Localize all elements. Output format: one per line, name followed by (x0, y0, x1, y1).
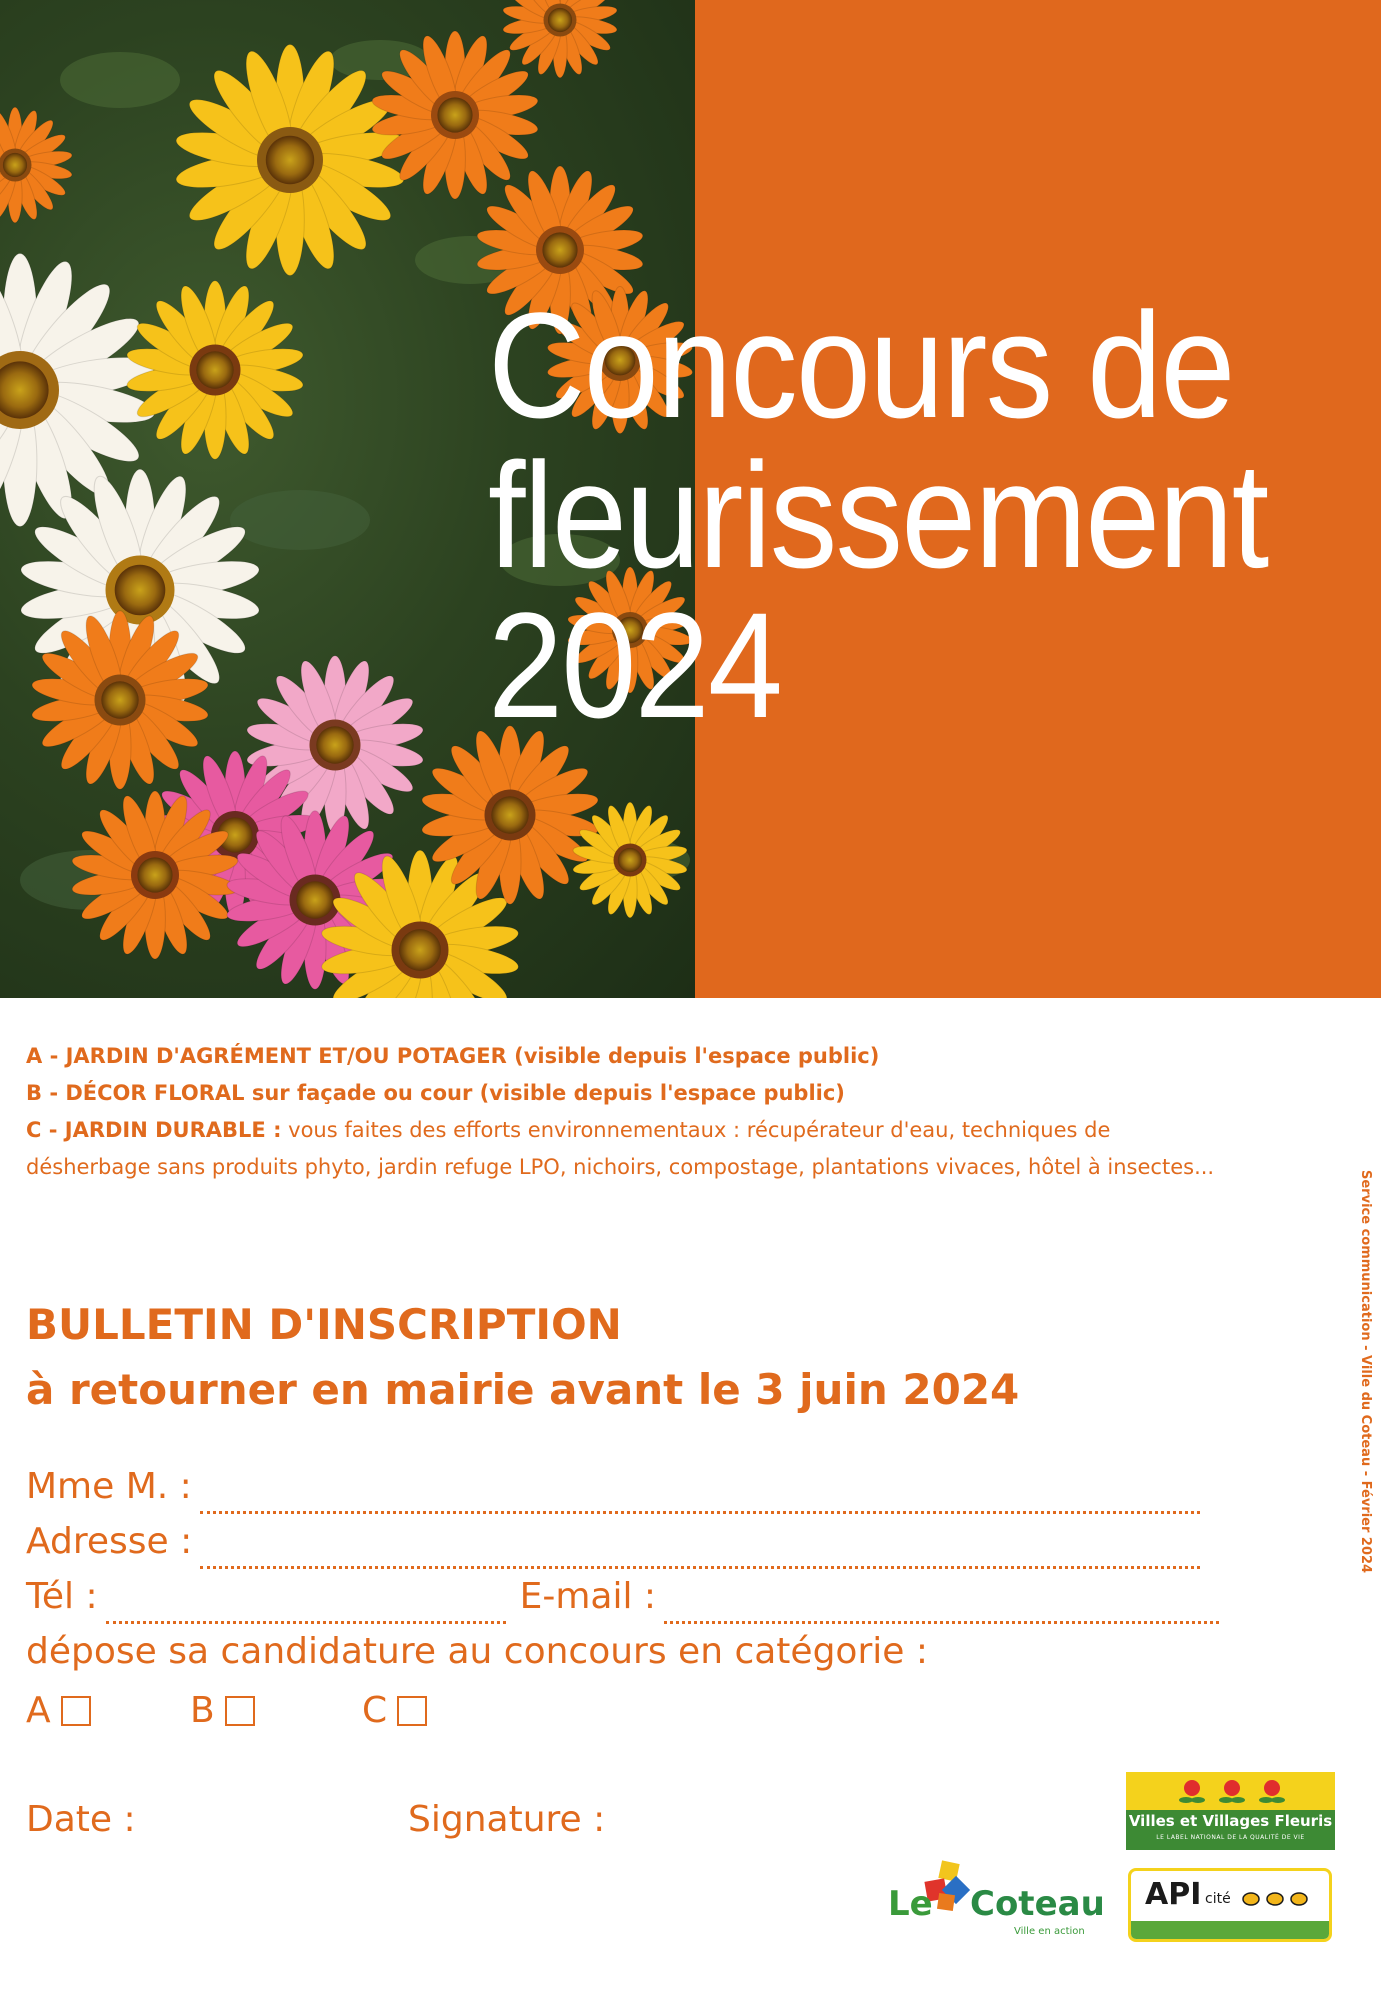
three-flowers-icon (1126, 1772, 1335, 1810)
option-a-checkbox[interactable] (61, 1696, 91, 1726)
le-coteau-logo (888, 1858, 1108, 1942)
address-field[interactable] (26, 1515, 1200, 1569)
api-cite-text: cité (1205, 1891, 1231, 1907)
coteau-tagline: Ville en action (1014, 1926, 1085, 1937)
category-c-name: JARDIN DURABLE : (64, 1118, 282, 1142)
address-label: Adresse : (26, 1521, 193, 1562)
candidature-text: dépose sa candidature au concours en catégorie : (26, 1631, 928, 1672)
phone-dotted-line[interactable] (106, 1591, 506, 1624)
api-text: API (1145, 1877, 1202, 1912)
vvf-band (1126, 1810, 1335, 1850)
villes-villages-fleuris-logo (1126, 1772, 1335, 1850)
category-c-detail: vous faites des efforts environnementaux : récupérateur d'eau, techniques de désherbage sans produits phyto, jardin refuge LPO, nichoirs, compostage, plantations vivaces, hôtel à insectes... (26, 1118, 1215, 1179)
category-a-name: JARDIN D'AGRÉMENT ET/OU POTAGER (65, 1044, 507, 1068)
bulletin-subtitle: à retourner en mairie avant le 3 juin 2024 (26, 1365, 1020, 1414)
poster-title (488, 281, 1268, 749)
api-green-skyline (1131, 1921, 1329, 1939)
bulletin-title: BULLETIN D'INSCRIPTION (26, 1300, 622, 1349)
date-label: Date : (26, 1799, 136, 1840)
category-c-letter: C - (26, 1118, 65, 1142)
category-b-detail: sur façade ou cour (visible depuis l'espace public) (244, 1081, 845, 1105)
category-b-name: DÉCOR FLORAL (65, 1081, 245, 1105)
category-a (26, 1038, 1216, 1075)
flower-16 (502, 0, 618, 78)
option-c-label: C (362, 1690, 388, 1731)
vvf-name: Villes et Villages Fleuris (1128, 1812, 1333, 1830)
name-dotted-line[interactable] (200, 1481, 1200, 1514)
category-b-letter: B - (26, 1081, 66, 1105)
bees-icon (1239, 1887, 1319, 1911)
category-b (26, 1075, 1216, 1112)
vvf-tagline: LE LABEL NATIONAL DE LA QUALITÉ DE VIE (1156, 1834, 1305, 1841)
candidature-statement (26, 1625, 928, 1679)
flower-17 (572, 802, 688, 918)
email-label: E-mail : (519, 1576, 657, 1617)
option-b-checkbox[interactable] (225, 1696, 255, 1726)
apicite-logo (1128, 1868, 1332, 1942)
coteau-le-text: Le (888, 1884, 933, 1924)
address-dotted-line[interactable] (200, 1536, 1200, 1569)
side-credit: Service communication - Ville du Coteau - Février 2024 (1358, 1170, 1373, 1574)
option-c-checkbox[interactable] (397, 1696, 427, 1726)
option-c[interactable] (362, 1684, 427, 1738)
option-b[interactable] (190, 1684, 255, 1738)
signature-label: Signature : (408, 1799, 606, 1840)
phone-label: Tél : (26, 1576, 98, 1617)
name-field[interactable] (26, 1460, 1200, 1514)
option-a-label: A (26, 1690, 51, 1731)
hero-banner (0, 0, 1381, 998)
title-line-3: 2024 (488, 581, 782, 749)
email-dotted-line[interactable] (664, 1591, 1219, 1624)
category-a-letter: A - (26, 1044, 66, 1068)
category-c (26, 1112, 1216, 1186)
option-a[interactable] (26, 1684, 91, 1738)
signature-field[interactable] (408, 1793, 605, 1847)
category-a-detail: (visible depuis l'espace public) (506, 1044, 880, 1068)
contact-field[interactable] (26, 1570, 1219, 1624)
option-b-label: B (190, 1690, 215, 1731)
title-line-2: fleurissement (488, 431, 1268, 599)
flower-15 (0, 107, 73, 223)
coteau-name-text: Coteau (970, 1884, 1105, 1924)
title-line-1: Concours de (488, 281, 1234, 449)
name-label: Mme M. : (26, 1466, 192, 1507)
date-field[interactable] (26, 1793, 136, 1847)
